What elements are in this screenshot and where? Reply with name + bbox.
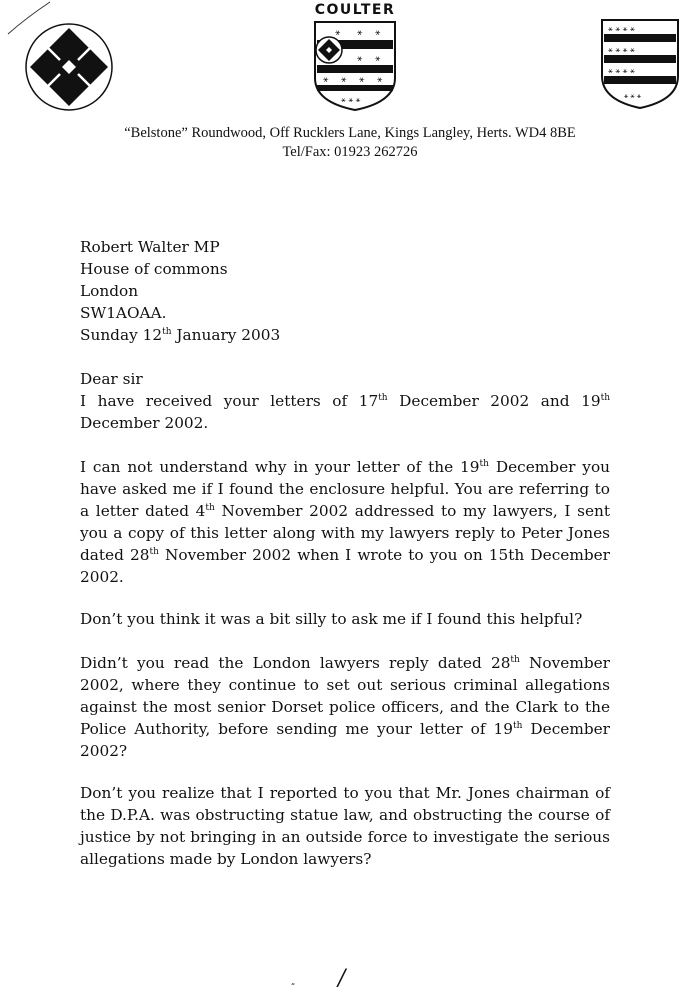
svg-text:⚹: ⚹ <box>377 75 383 85</box>
svg-text:⚹: ⚹ <box>375 28 381 38</box>
letterhead-address <box>0 124 700 162</box>
svg-text:⚹: ⚹ <box>357 54 363 64</box>
svg-text:⚹: ⚹ <box>359 75 365 85</box>
coulter-crest-icon <box>313 20 397 112</box>
salutation: Dear sir <box>80 370 143 388</box>
svg-text:⚹ ⚹ ⚹ ⚹: ⚹ ⚹ ⚹ ⚹ <box>608 45 635 54</box>
svg-text:⚹ ⚹ ⚹ ⚹: ⚹ ⚹ ⚹ ⚹ <box>608 24 635 33</box>
crest-name: COULTER <box>314 2 396 18</box>
right-crest-icon <box>600 18 680 110</box>
tel-line: Tel/Fax: 01923 262726 <box>282 144 418 160</box>
svg-text:⚹: ⚹ <box>341 75 347 85</box>
paragraph-1: I have received your letters of 17th December 2002 and 19th December 2002. <box>80 392 610 432</box>
svg-text:⚹: ⚹ <box>323 75 329 85</box>
recipient-city: London <box>80 282 139 300</box>
page-mark: / <box>338 966 346 991</box>
recipient-name: Robert Walter MP <box>80 238 220 256</box>
svg-text:⚹: ⚹ <box>375 54 381 64</box>
recipient-postcode: SW1AOAA. <box>80 304 167 322</box>
paragraph-3: Don’t you think it was a bit silly to ask me if I found this helpful? <box>80 610 583 628</box>
paragraph-2: I can not understand why in your letter of the 19th December you have asked me if I found the enclosure helpful. You are referring to a letter dated 4th November 2002 addressed to my lawyers, I sent you a copy of this letter along with my lawyers reply to Peter Jones dated 28th November 2002 when I wrote to you on 15th December 2002. <box>80 458 611 586</box>
svg-text:⚹: ⚹ <box>335 28 341 38</box>
svg-text:⚹: ⚹ <box>357 28 363 38</box>
paragraph-4: Didn’t you read the London lawyers reply dated 28th November 2002, where they continue to set out serious criminal allegations against the most senior Dorset police officers, and the Clark to the Police Authority, before sending me your letter of 19th December 2002? <box>80 654 610 760</box>
svg-text:⚹ ⚹ ⚹: ⚹ ⚹ ⚹ <box>624 92 642 100</box>
svg-text:⚹ ⚹ ⚹ ⚹: ⚹ ⚹ ⚹ ⚹ <box>608 66 635 75</box>
address-line: “Belstone” Roundwood, Off Rucklers Lane, Kings Langley, Herts. WD4 8BE <box>124 125 576 141</box>
letter-date: Sunday 12th January 2003 <box>80 326 281 344</box>
footer-dot-mark: “ <box>291 982 296 991</box>
diamond-logo-icon <box>24 22 114 112</box>
svg-text:⚹ ⚹ ⚹: ⚹ ⚹ ⚹ <box>341 95 361 104</box>
paragraph-5: Don’t you realize that I reported to you that Mr. Jones chairman of the D.P.A. was obstructing statue law, and obstructing the course of justice by not bringing in an outside force to investigate the serious allegations made by London lawyers? <box>80 784 610 868</box>
recipient-org: House of commons <box>80 260 228 278</box>
recipient-block <box>80 236 610 346</box>
